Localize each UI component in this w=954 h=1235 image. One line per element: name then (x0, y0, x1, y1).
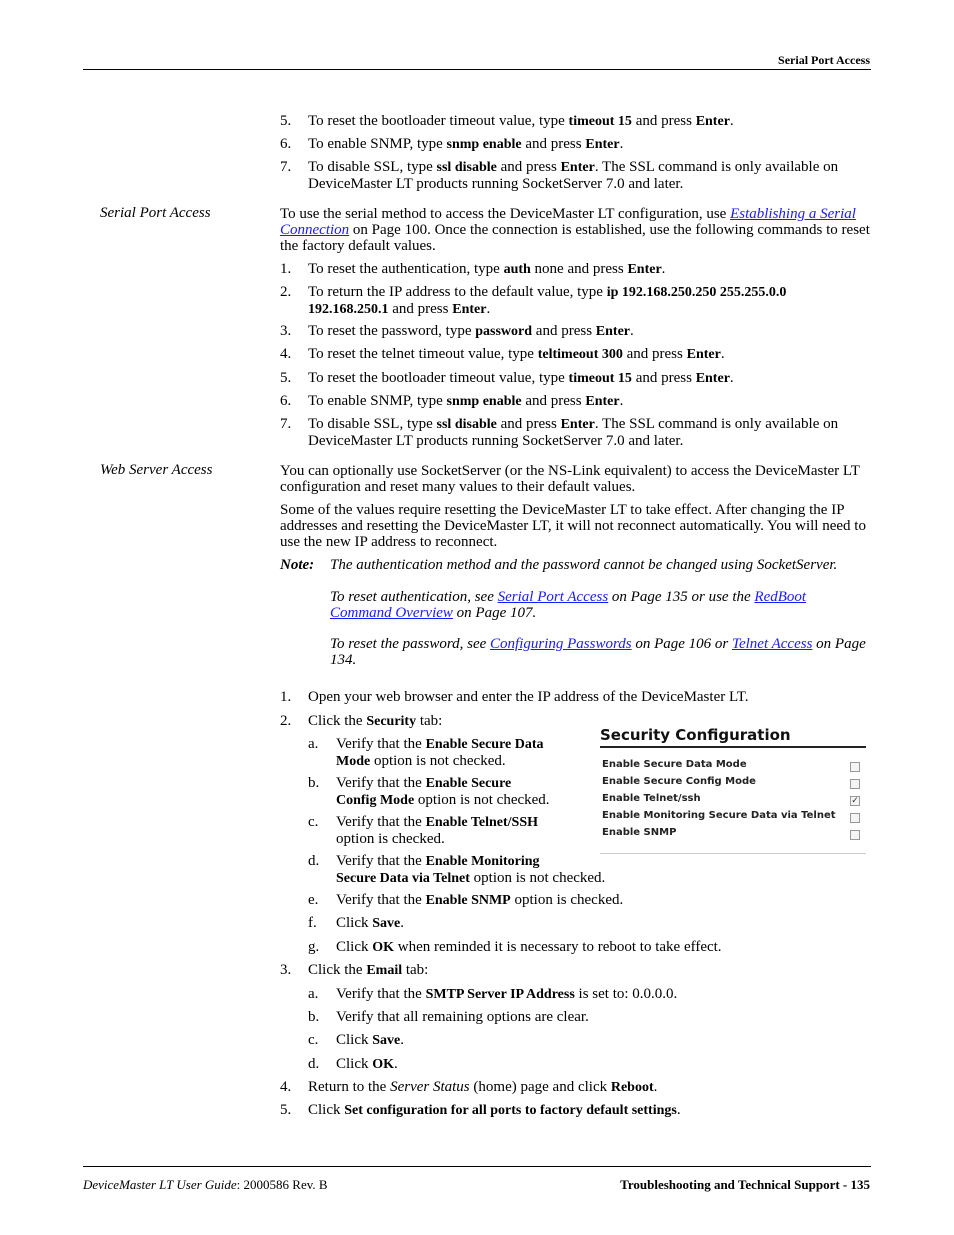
footer-page-info: Troubleshooting and Technical Support - 135 (620, 1177, 870, 1192)
web-paragraph-1: You can optionally use SocketServer (or the NS-Link equivalent) to access the DeviceMaster LT configuration and reset many values to their default values. (280, 463, 860, 495)
option-snmp: Enable SNMP (602, 827, 677, 838)
checkbox-monitoring-telnet[interactable] (850, 813, 860, 823)
link-establishing-serial[interactable]: Establishing a Serial Connection (280, 206, 856, 238)
checkbox-secure-config-mode[interactable] (850, 779, 860, 789)
footer-rule (83, 1166, 871, 1167)
header-rule (83, 69, 871, 70)
option-secure-data-mode: Enable Secure Data Mode (602, 759, 747, 770)
note-label: Note: (280, 557, 315, 573)
footer-guide-title: DeviceMaster LT User Guide: 2000586 Rev. B (83, 1177, 328, 1192)
checkbox-snmp[interactable] (850, 830, 860, 840)
link-telnet-access[interactable]: Telnet Access (732, 636, 813, 652)
link-serial-port-access[interactable]: Serial Port Access (497, 589, 609, 605)
section-label-web: Web Server Access (100, 462, 213, 478)
section-label-serial: Serial Port Access (100, 205, 211, 221)
option-telnet-ssh: Enable Telnet/ssh (602, 793, 701, 804)
panel-divider (600, 853, 866, 854)
serial-intro: To use the serial method to access the DeviceMaster LT configuration, use Establishing a Serial Connection on Page 100. Once the connection is established, use the following commands to reset the factory default values. (280, 206, 870, 254)
link-configuring-passwords[interactable]: Configuring Passwords (490, 636, 632, 652)
security-configuration-panel (600, 726, 866, 856)
checkbox-telnet-ssh[interactable]: ✓ (851, 796, 859, 806)
checkbox-secure-data-mode[interactable] (850, 762, 860, 772)
web-paragraph-2: Some of the values require resetting the DeviceMaster LT to take effect. After changing the IP addresses and resetting the DeviceMaster LT, it will not reconnect automatically. You will need to use the new IP address to reconnect. (280, 502, 866, 550)
option-monitoring-telnet: Enable Monitoring Secure Data via Telnet (602, 810, 836, 821)
link-redboot-overview[interactable]: RedBoot Command Overview (330, 589, 807, 621)
running-header: Serial Port Access (778, 53, 870, 67)
security-panel-title: Security Configuration (600, 726, 866, 748)
option-secure-config-mode: Enable Secure Config Mode (602, 776, 756, 787)
note-text-1: The authentication method and the password cannot be changed using SocketServer. (330, 557, 838, 573)
note-text-2: To reset authentication, see Serial Port Access on Page 135 or use the RedBoot Command Overview on Page 107. (330, 589, 807, 621)
note-text-3: To reset the password, see Configuring Passwords on Page 106 or Telnet Access on Page 134. (330, 636, 866, 668)
